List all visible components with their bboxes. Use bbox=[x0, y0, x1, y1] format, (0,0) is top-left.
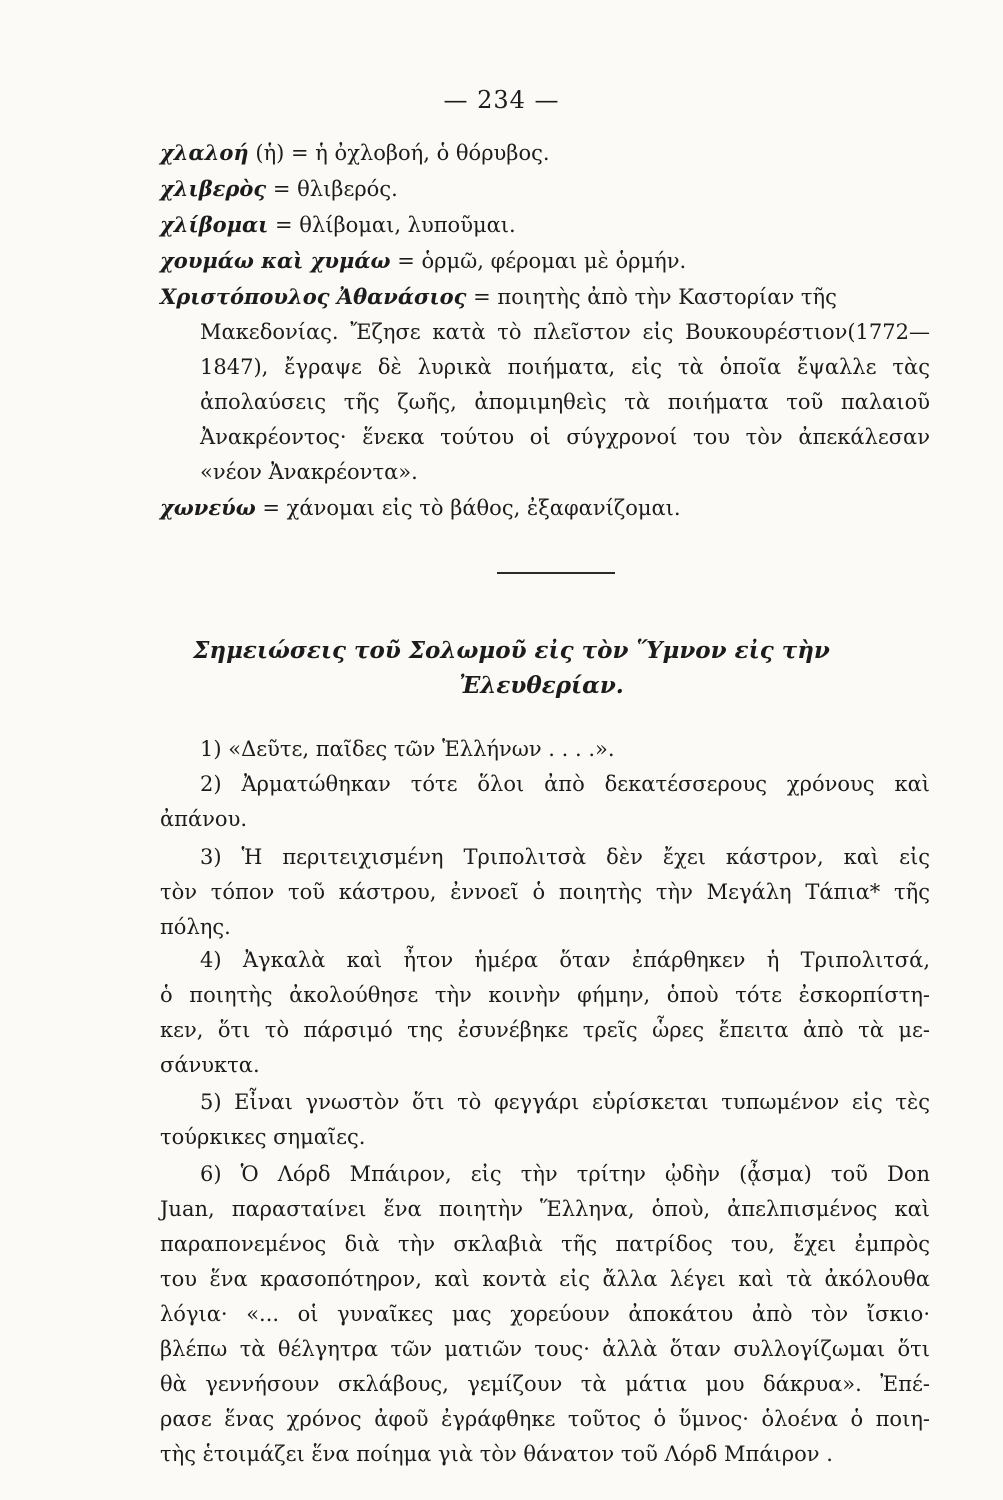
note-line: κεν, ὅτι τὸ πάρσιμό της ἐσυνέβηκε τρεῖς ὧρες ἔπειτα ἀπὸ τὰ με- bbox=[160, 1018, 930, 1042]
glossary-term: χωνεύω bbox=[160, 495, 256, 520]
glossary-term: χλιβερὸς bbox=[160, 176, 267, 201]
glossary-definition: = ποιητὴς ἀπὸ τὴν Καστορίαν τῆς bbox=[466, 285, 837, 309]
glossary-entry bbox=[160, 140, 930, 165]
note-line: σάνυκτα. bbox=[160, 1053, 260, 1077]
note-line: παραπονεμένος διὰ τὴν σκλαβιὰ τῆς πατρίδος του, ἔχει ἐμπρὸς bbox=[160, 1232, 930, 1256]
glossary-term: χλίβομαι bbox=[160, 212, 269, 237]
note-line: 1) «Δεῦτε, παῖδες τῶν Ἑλλήνων . . . .». bbox=[200, 737, 615, 761]
note-line: ἀπάνου. bbox=[160, 807, 248, 831]
note-line: ὁ ποιητὴς ἀκολούθησε τὴν κοινὴν φήμην, ὁποὺ τότε ἐσκορπίστη- bbox=[160, 983, 930, 1007]
page-number: — 234 — bbox=[443, 86, 560, 114]
note-line: θὰ γεννήσουν σκλάβους, γεμίζουν τὰ μάτια μου δάκρυα». Ἐπέ- bbox=[160, 1372, 930, 1396]
entry-continuation-line: «νέον Ἀνακρέοντα». bbox=[200, 460, 418, 484]
entry-continuation-line: Ἀνακρέοντος· ἕνεκα τούτου οἱ σύγχρονοί του τὸν ἀπεκάλεσαν bbox=[200, 425, 930, 449]
section-heading: Ἐλευθερίαν. bbox=[459, 672, 624, 699]
glossary-term: χλαλοή bbox=[160, 140, 249, 165]
glossary-definition: = ὁρμῶ, φέρομαι μὲ ὁρμήν. bbox=[390, 249, 687, 273]
note-line: Juan, παρασταίνει ἕνα ποιητὴν Ἕλληνα, ὁποὺ, ἀπελπισμένος καὶ bbox=[160, 1197, 930, 1221]
note-line: τὴς ἑτοιμάζει ἕνα ποίημα γιὰ τὸν θάνατον τοῦ Λόρδ Μπάιρον . bbox=[160, 1442, 833, 1466]
glossary-definition: (ἡ) = ἡ ὀχλοβοή, ὁ θόρυβος. bbox=[248, 141, 550, 165]
glossary-entry bbox=[160, 284, 930, 309]
note-line: 6) Ὁ Λόρδ Μπάιρον, εἰς τὴν τρίτην ᾠδὴν (ᾆσμα) τοῦ Don bbox=[200, 1162, 930, 1186]
glossary-term: χουμάω καὶ χυμάω bbox=[160, 248, 391, 273]
note-line: λόγια· «... οἱ γυναῖκες μας χορεύουν ἀποκάτου ἀπὸ τὸν ἴσκιο· bbox=[160, 1302, 930, 1326]
note-line: πόλης. bbox=[160, 915, 231, 939]
note-line: 4) Ἀγκαλὰ καὶ ἦτον ἡμέρα ὅταν ἐπάρθηκεν ἡ Τριπολιτσά, bbox=[200, 948, 930, 972]
note-line: ρασε ἕνας χρόνος ἀφοῦ ἐγράφθηκε τοῦτος ὁ ὕμνος· ὁλοένα ὁ ποιη- bbox=[160, 1407, 930, 1431]
entry-continuation-line: Μακεδονίας. Ἔζησε κατὰ τὸ πλεῖστον εἰς Βουκουρέστιον(1772— bbox=[200, 320, 930, 344]
glossary-definition: = θλιβερός. bbox=[266, 177, 398, 201]
section-heading: Σημειώσεις τοῦ Σολωμοῦ εἰς τὸν Ὕμνον εἰς τὴν bbox=[193, 637, 830, 664]
note-line: 3) Ἡ περιτειχισμένη Τριπολιτσὰ δὲν ἔχει κάστρον, καὶ εἰς bbox=[200, 845, 930, 869]
note-line: 5) Εἶναι γνωστὸν ὅτι τὸ φεγγάρι εὑρίσκεται τυπωμένον εἰς τὲς bbox=[200, 1090, 930, 1114]
note-line: βλέπω τὰ θέλγητρα τῶν ματιῶν τους· ἀλλὰ ὅταν συλλογίζωμαι ὅτι bbox=[160, 1337, 930, 1361]
entry-continuation-line: ἀπολαύσεις τῆς ζωῆς, ἀπομιμηθεὶς τὰ ποιήματα τοῦ παλαιοῦ bbox=[200, 390, 930, 414]
note-line: του ἕνα κρασοπότηρον, καὶ κοντὰ εἰς ἄλλα λέγει καὶ τὰ ἀκόλουθα bbox=[160, 1267, 930, 1291]
note-line: τὸν τόπον τοῦ κάστρου, ἐννοεῖ ὁ ποιητὴς τὴν Μεγάλη Τάπια* τῆς bbox=[160, 880, 930, 904]
glossary-entry bbox=[160, 176, 930, 201]
glossary-entry bbox=[160, 248, 930, 273]
glossary-entry bbox=[160, 212, 930, 237]
glossary-entry bbox=[160, 495, 930, 520]
note-line: 2) Ἀρματώθηκαν τότε ὅλοι ἀπὸ δεκατέσσερους χρόνους καὶ bbox=[200, 772, 930, 796]
note-line: τούρκικες σημαῖες. bbox=[160, 1125, 366, 1149]
entry-continuation-line: 1847), ἔγραψε δὲ λυρικὰ ποιήματα, εἰς τὰ ὁποῖα ἔψαλλε τὰς bbox=[200, 355, 930, 379]
glossary-term: Χριστόπουλος Ἀθανάσιος bbox=[160, 284, 467, 309]
glossary-definition: = χάνομαι εἰς τὸ βάθος, ἐξαφανίζομαι. bbox=[255, 496, 681, 520]
section-divider bbox=[497, 572, 615, 574]
glossary-definition: = θλίβομαι, λυποῦμαι. bbox=[268, 213, 516, 237]
